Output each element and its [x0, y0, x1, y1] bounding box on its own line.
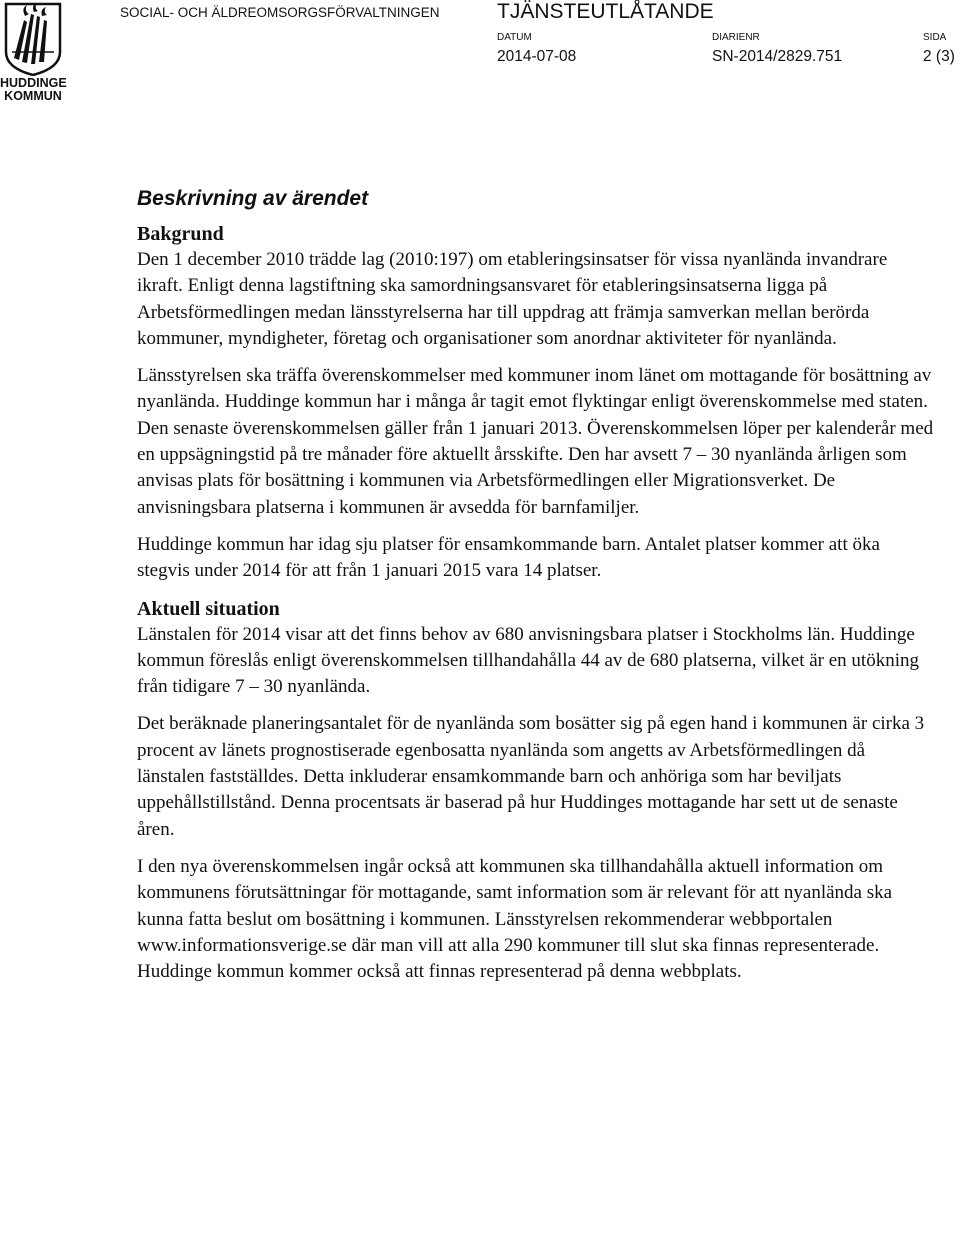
- page-label: SIDA: [923, 32, 947, 43]
- paragraph-6: I den nya överenskommelsen ingår också att kommunen ska tillhandahålla aktuell information om kommunens förutsättningar för mottagande, samt information som är relevant för att nyanlända ska kunna fatta beslut om bosättning i kommunen. Länsstyrelsen rekommenderar webbportalen www.informationsverige.se där man vill att alla 290 kommuner till slut ska finnas representerade. Huddinge kommun kommer också att finnas representerad på denna webbplats.: [137, 855, 893, 983]
- diarienr-label: DIARIENR: [712, 32, 760, 43]
- coat-of-arms-icon: [4, 2, 62, 76]
- page-value: 2 (3): [923, 48, 955, 65]
- document-body: [137, 187, 937, 985]
- logo-text-line2: KOMMUN: [4, 89, 62, 103]
- paragraph-2: Länsstyrelsen ska träffa överenskommelser med kommuner inom länet om mottagande för bosättning av nyanlända. Huddinge kommun har i många år tagit emot flyktingar enligt överenskommelse med staten. Den senaste överenskommelsen gäller från 1 januari 2013. Överenskommelsen löper per kalenderår med en uppsägningstid på tre månader före aktuellt årsskifte. Den har avsett 7 – 30 nyanlända årligen som anvisas plats för bosättning i kommunen via Arbetsförmedlingen eller Migrationsverket. De anvisningsbara platserna i kommunen är avsedda för barnfamiljer.: [137, 365, 934, 518]
- date-value: 2014-07-08: [497, 48, 577, 65]
- logo-text-line1: HUDDINGE: [0, 76, 67, 90]
- section-title: Beskrivning av ärendet: [137, 187, 369, 210]
- background-heading: Bakgrund: [137, 223, 224, 245]
- paragraph-3: Huddinge kommun har idag sju platser för ensamkommande barn. Antalet platser kommer att öka stegvis under 2014 för att från 1 januari 2015 vara 14 platser.: [137, 533, 880, 582]
- department-name: SOCIAL- OCH ÄLDREOMSORGSFÖRVALTNINGEN: [120, 5, 440, 20]
- current-situation-heading: Aktuell situation: [137, 597, 280, 620]
- paragraph-4: Länstalen för 2014 visar att det finns behov av 680 anvisningsbara platser i Stockholms län. Huddinge kommun föreslås enligt överenskommelsen tillhandahålla 44 av de 680 platserna, vilket är en utökning från tidigare 7 – 30 nyanlända.: [137, 623, 919, 698]
- paragraph-1: Den 1 december 2010 trädde lag (2010:197) om etableringsinsatser för vissa nyanlända invandrare ikraft. Enligt denna lagstiftning ska samordningsansvaret för etableringsinsatserna ligga på Arbetsförmedlingen medan länsstyrelserna har till uppdrag att främja samverkan mellan berörda kommuner, myndigheter, företag och organisationer som anordnar aktiviteter för nyanlända.: [137, 249, 888, 349]
- paragraph-5: Det beräknade planeringsantalet för de nyanlända som bosätter sig på egen hand i kommunen är cirka 3 procent av länets prognostiserade egenbosatta nyanlända som angetts av Arbetsförmedlingen då länstalen fastställdes. Detta inkluderar ensamkommande barn och anhöriga som har beviljats uppehållstillstånd. Denna procentsats är baserad på hur Huddinges mottagande har sett ut de senaste åren.: [137, 713, 925, 840]
- document-type: TJÄNSTEUTLÅTANDE: [497, 0, 714, 23]
- huddinge-logo: [0, 0, 66, 108]
- date-label: DATUM: [497, 32, 532, 43]
- diarienr-value: SN-2014/2829.751: [712, 48, 843, 65]
